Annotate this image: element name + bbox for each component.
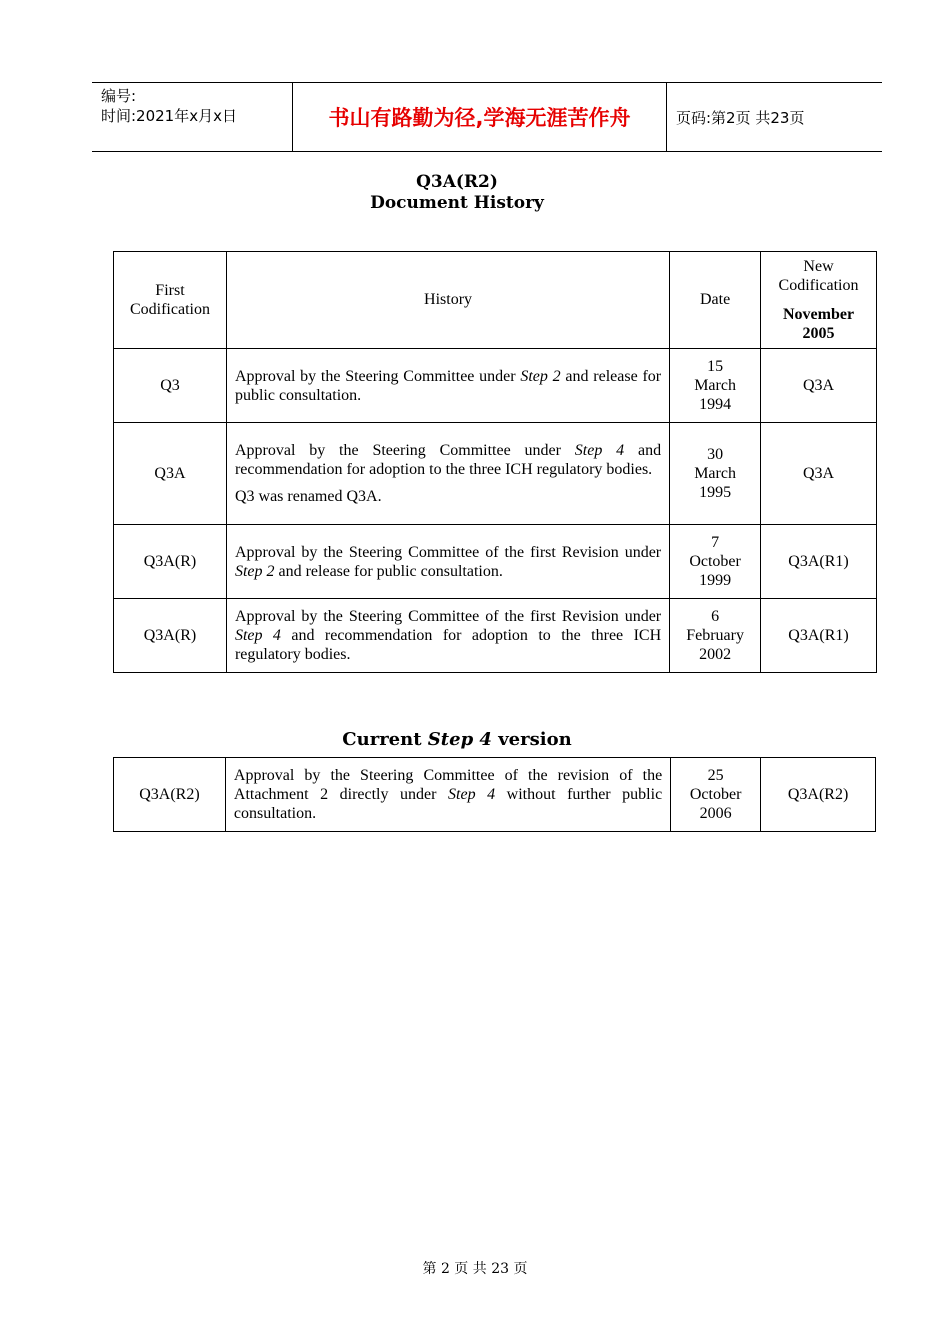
- history-text: and recommendation for adoption to the three ICH regulatory bodies.: [234, 627, 662, 663]
- row-date: [671, 758, 761, 832]
- header-first-codification: First Codification: [114, 252, 227, 349]
- history-text: and release for public consultation.: [274, 562, 503, 580]
- history-text: and release for public consultation.: [234, 367, 662, 404]
- current-version-table: [113, 757, 876, 832]
- table-header-row: [114, 252, 877, 349]
- history-text: Approval by the Steering Committee of the first Revision under: [234, 608, 662, 625]
- current-version-heading: [0, 729, 914, 750]
- date-day: 25: [707, 767, 724, 784]
- current-heading-step: Step 4: [427, 729, 492, 750]
- doc-code: Q3A(R2): [416, 172, 498, 192]
- doc-title: Document History: [370, 193, 544, 213]
- page-footer: 第 2 页 共 23 页: [422, 1261, 528, 1277]
- row-date: [670, 525, 761, 599]
- header-new-codification: [761, 252, 877, 349]
- date-year: 2002: [699, 646, 732, 663]
- date-year: 1999: [699, 572, 732, 589]
- table-row: [114, 599, 877, 673]
- date-month: October: [689, 553, 741, 570]
- table-row: [114, 349, 877, 423]
- history-step: Step 4: [234, 627, 281, 644]
- history-step: Step 4: [448, 786, 496, 803]
- history-text: Approval by the Steering Committee of the revision of the Attachment 2 directly under: [233, 767, 663, 803]
- row-history: [226, 525, 669, 599]
- history-note: Q3 was renamed Q3A.: [234, 488, 382, 505]
- history-step: Step 2: [520, 367, 561, 385]
- row-first-codification: Q3A(R2): [114, 758, 226, 832]
- table-row: [114, 525, 877, 599]
- row-first-codification: Q3A(R): [114, 599, 227, 673]
- row-new-codification: Q3A: [761, 349, 877, 423]
- number-label: 编号:: [101, 87, 137, 105]
- date-day: 7: [711, 534, 720, 551]
- current-heading-text: Current: [342, 729, 428, 750]
- row-date: [670, 599, 761, 673]
- history-step: Step 2: [234, 562, 275, 580]
- row-new-codification: Q3A(R1): [761, 525, 877, 599]
- row-history: [226, 423, 669, 525]
- row-first-codification: Q3: [114, 349, 227, 423]
- row-new-codification: Q3A(R2): [761, 758, 876, 832]
- row-history: [226, 349, 669, 423]
- row-first-codification: Q3A(R): [114, 525, 227, 599]
- header-motto: 书山有路勤为径,学海无涯苦作舟: [293, 83, 667, 151]
- new-codification-date: November 2005: [782, 306, 855, 342]
- header-date: Date: [670, 252, 761, 349]
- date-day: 30: [707, 446, 724, 463]
- row-new-codification: Q3A(R1): [761, 599, 877, 673]
- date-year: 2006: [699, 805, 732, 822]
- date-year: 1994: [699, 396, 732, 413]
- page-header: [92, 82, 882, 152]
- date-day: 15: [707, 358, 724, 375]
- table-row: [114, 758, 876, 832]
- date-month: March: [694, 377, 736, 394]
- row-date: [670, 349, 761, 423]
- row-history: [226, 599, 669, 673]
- header-page-info: 页码:第2页 共23页: [676, 108, 805, 127]
- history-text: and recommendation for adoption to the three ICH regulatory bodies.: [234, 442, 662, 478]
- current-heading-text: version: [491, 729, 572, 750]
- row-new-codification: Q3A: [761, 423, 877, 525]
- row-first-codification: Q3A: [114, 423, 227, 525]
- header-meta-cell: [92, 83, 293, 151]
- header-history: History: [226, 252, 669, 349]
- date-month: March: [694, 465, 736, 482]
- table-row: [114, 423, 877, 525]
- date-day: 6: [711, 608, 720, 625]
- history-table: [113, 251, 877, 673]
- row-date: [670, 423, 761, 525]
- date-month: February: [686, 627, 744, 644]
- history-text: Approval by the Steering Committee under: [234, 367, 521, 385]
- history-step: Step 4: [574, 442, 625, 459]
- history-text: Approval by the Steering Committee of the first Revision under: [234, 543, 662, 561]
- history-text: Approval by the Steering Committee under: [234, 442, 575, 459]
- date-month: October: [689, 786, 742, 803]
- row-history: [225, 758, 670, 832]
- time-label: 时间:2021年x月x日: [101, 107, 237, 125]
- history-text: without further public consultation.: [233, 786, 663, 822]
- date-year: 1995: [699, 484, 732, 501]
- new-codification-label: New Codification: [778, 258, 859, 294]
